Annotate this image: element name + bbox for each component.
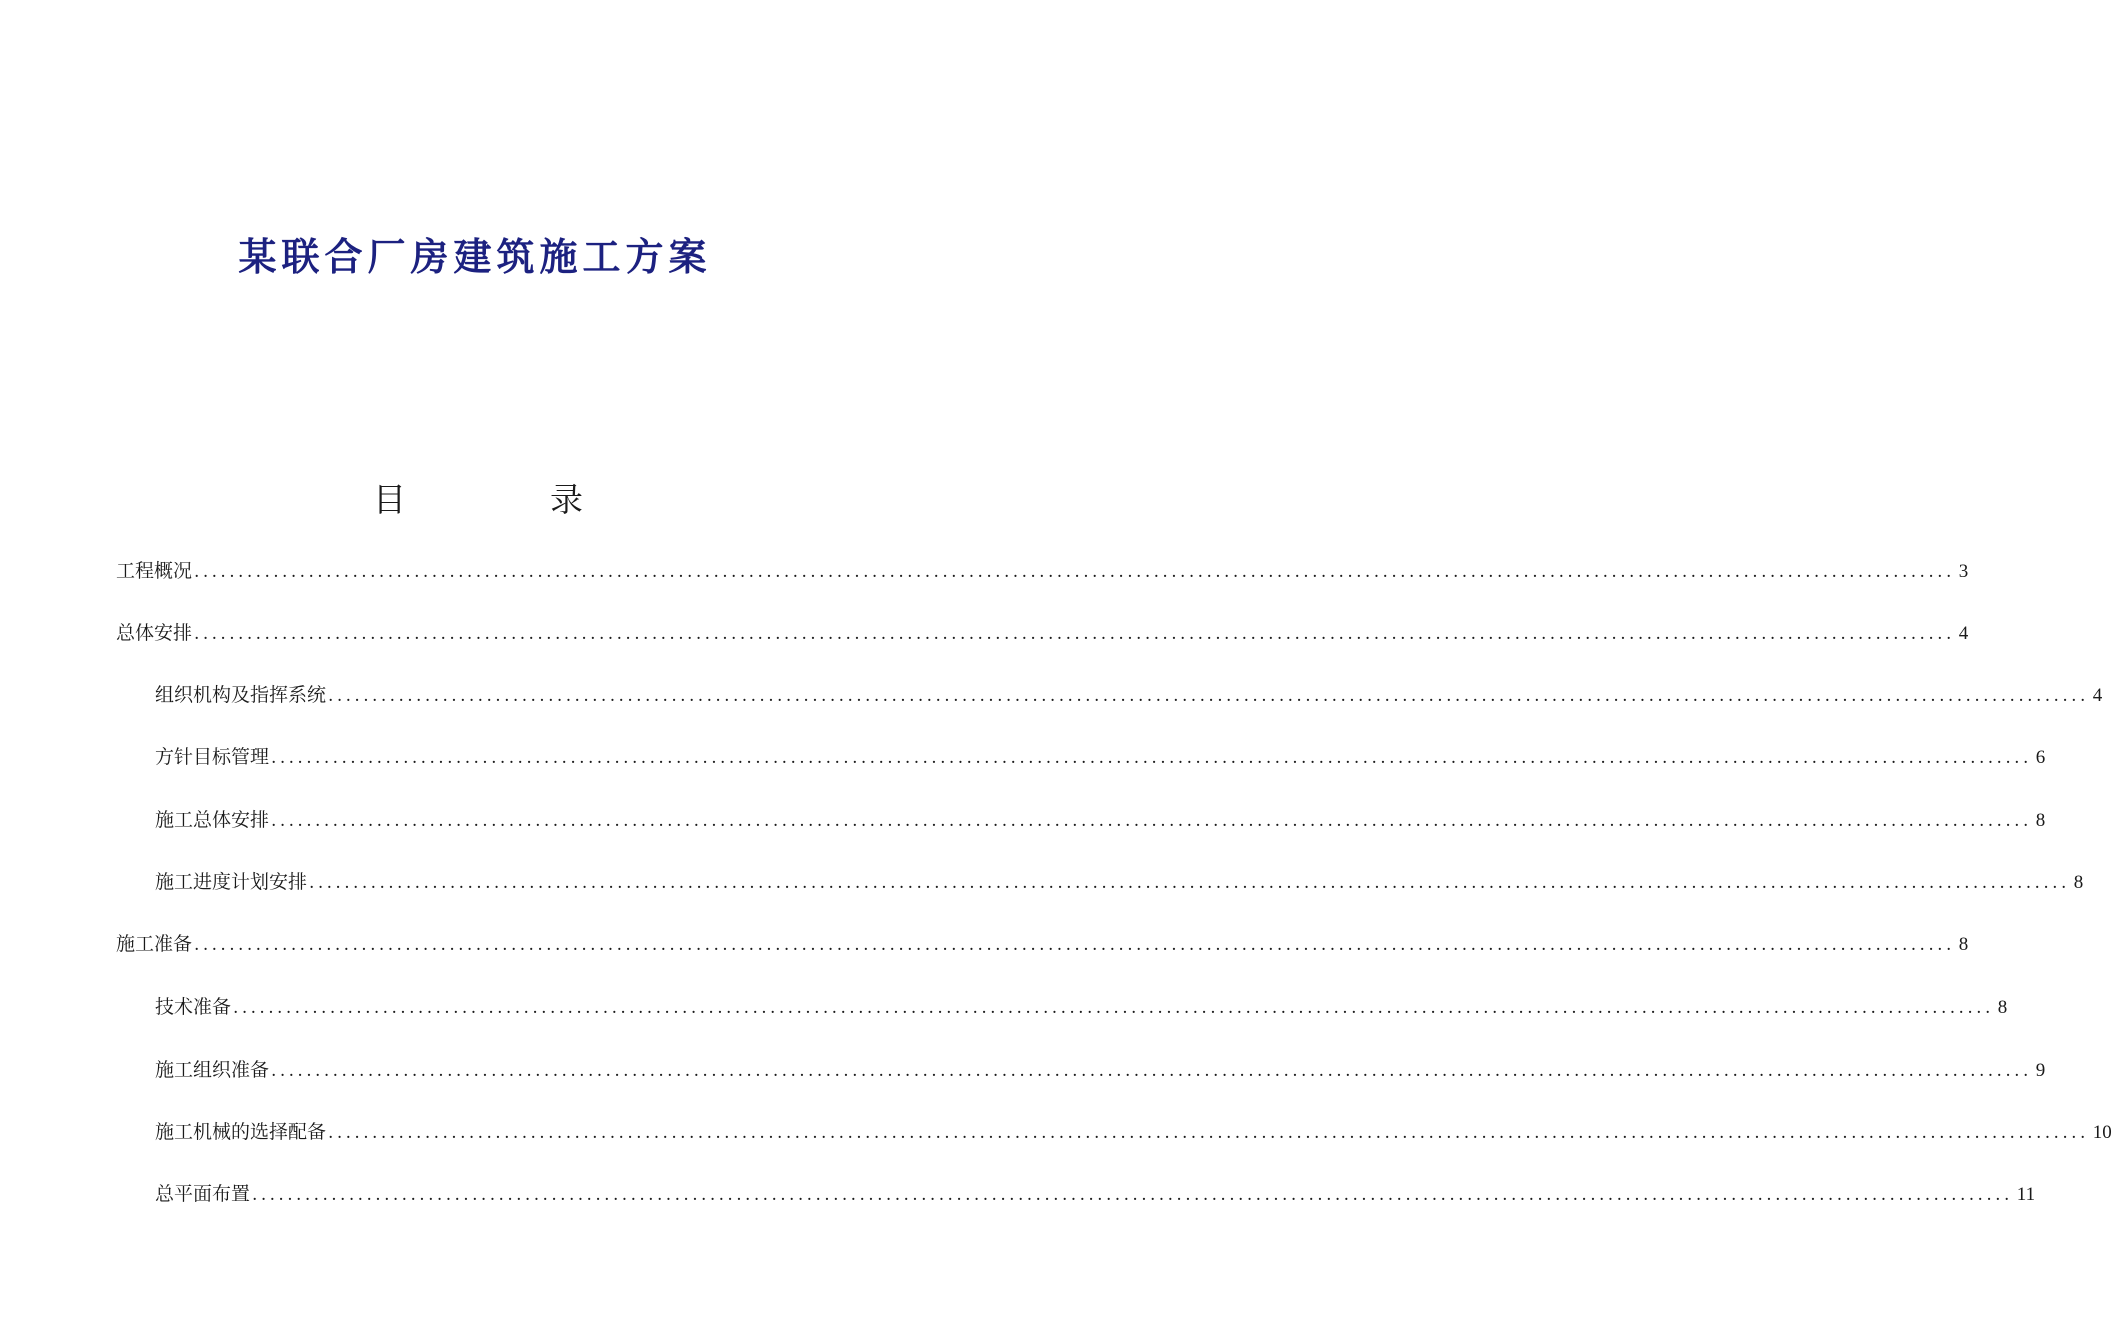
toc-entry-label: 总体安排: [116, 622, 193, 644]
toc-leader-dots: ........................................................................................................................................................................................................: [194, 562, 1955, 582]
toc-heading-left: 目: [373, 480, 406, 519]
toc-entry[interactable]: [116, 556, 1969, 586]
toc-entry[interactable]: [155, 742, 2046, 772]
toc-entry-page: 11: [2016, 1184, 2036, 1205]
toc-entry[interactable]: [155, 867, 2084, 897]
toc-entry-page: 6: [2035, 747, 2046, 768]
toc-leader-dots: ........................................................................................................................................................................................................: [233, 998, 1994, 1018]
toc-entry-page: 9: [2035, 1060, 2046, 1081]
toc-leader-dots: ........................................................................................................................................................................................................: [328, 686, 2089, 706]
toc-entry-label: 总平面布置: [155, 1183, 251, 1205]
toc-entry-page: 8: [2035, 810, 2046, 831]
toc-entry-label: 技术准备: [155, 996, 232, 1018]
toc-entry[interactable]: [155, 1179, 2036, 1209]
toc-entry-page: 8: [1997, 997, 2008, 1018]
toc-leader-dots: ........................................................................................................................................................................................................: [252, 1185, 2013, 1205]
toc-entry[interactable]: [116, 618, 1969, 648]
toc-entry[interactable]: [155, 805, 2046, 835]
toc-entry-label: 施工组织准备: [155, 1059, 270, 1081]
toc-leader-dots: ........................................................................................................................................................................................................: [194, 624, 1955, 644]
toc-entry-label: 组织机构及指挥系统: [155, 684, 327, 706]
toc-entry-label: 施工准备: [116, 933, 193, 955]
toc-entry-label: 方针目标管理: [155, 746, 270, 768]
toc-entry[interactable]: [155, 680, 2103, 710]
toc-leader-dots: ........................................................................................................................................................................................................: [328, 1123, 2089, 1143]
toc-entry[interactable]: [155, 1055, 2046, 1085]
toc-heading-right: 录: [550, 480, 583, 519]
toc-leader-dots: ........................................................................................................................................................................................................: [271, 811, 2032, 831]
toc-leader-dots: ........................................................................................................................................................................................................: [271, 1061, 2032, 1081]
toc-entry-label: 施工进度计划安排: [155, 871, 308, 893]
toc-entry-page: 10: [2092, 1122, 2112, 1143]
toc-entry-page: 8: [2073, 872, 2084, 893]
toc-leader-dots: ........................................................................................................................................................................................................: [309, 873, 2070, 893]
toc-leader-dots: ........................................................................................................................................................................................................: [194, 935, 1955, 955]
toc-heading: [373, 478, 583, 522]
toc-entry-label: 施工总体安排: [155, 809, 270, 831]
toc-leader-dots: ........................................................................................................................................................................................................: [271, 748, 2032, 768]
toc-entry[interactable]: [116, 929, 1969, 959]
document-title: 某联合厂房建筑施工方案: [238, 235, 712, 279]
toc-entry-page: 4: [1958, 623, 1969, 644]
toc-entry-label: 工程概况: [116, 560, 193, 582]
toc-entry-page: 4: [2092, 685, 2103, 706]
toc-entry-page: 3: [1958, 561, 1969, 582]
toc-entry-label: 施工机械的选择配备: [155, 1121, 327, 1143]
toc-entry[interactable]: [155, 992, 2008, 1022]
toc-entry-page: 8: [1958, 934, 1969, 955]
toc-entry[interactable]: [155, 1117, 2112, 1147]
